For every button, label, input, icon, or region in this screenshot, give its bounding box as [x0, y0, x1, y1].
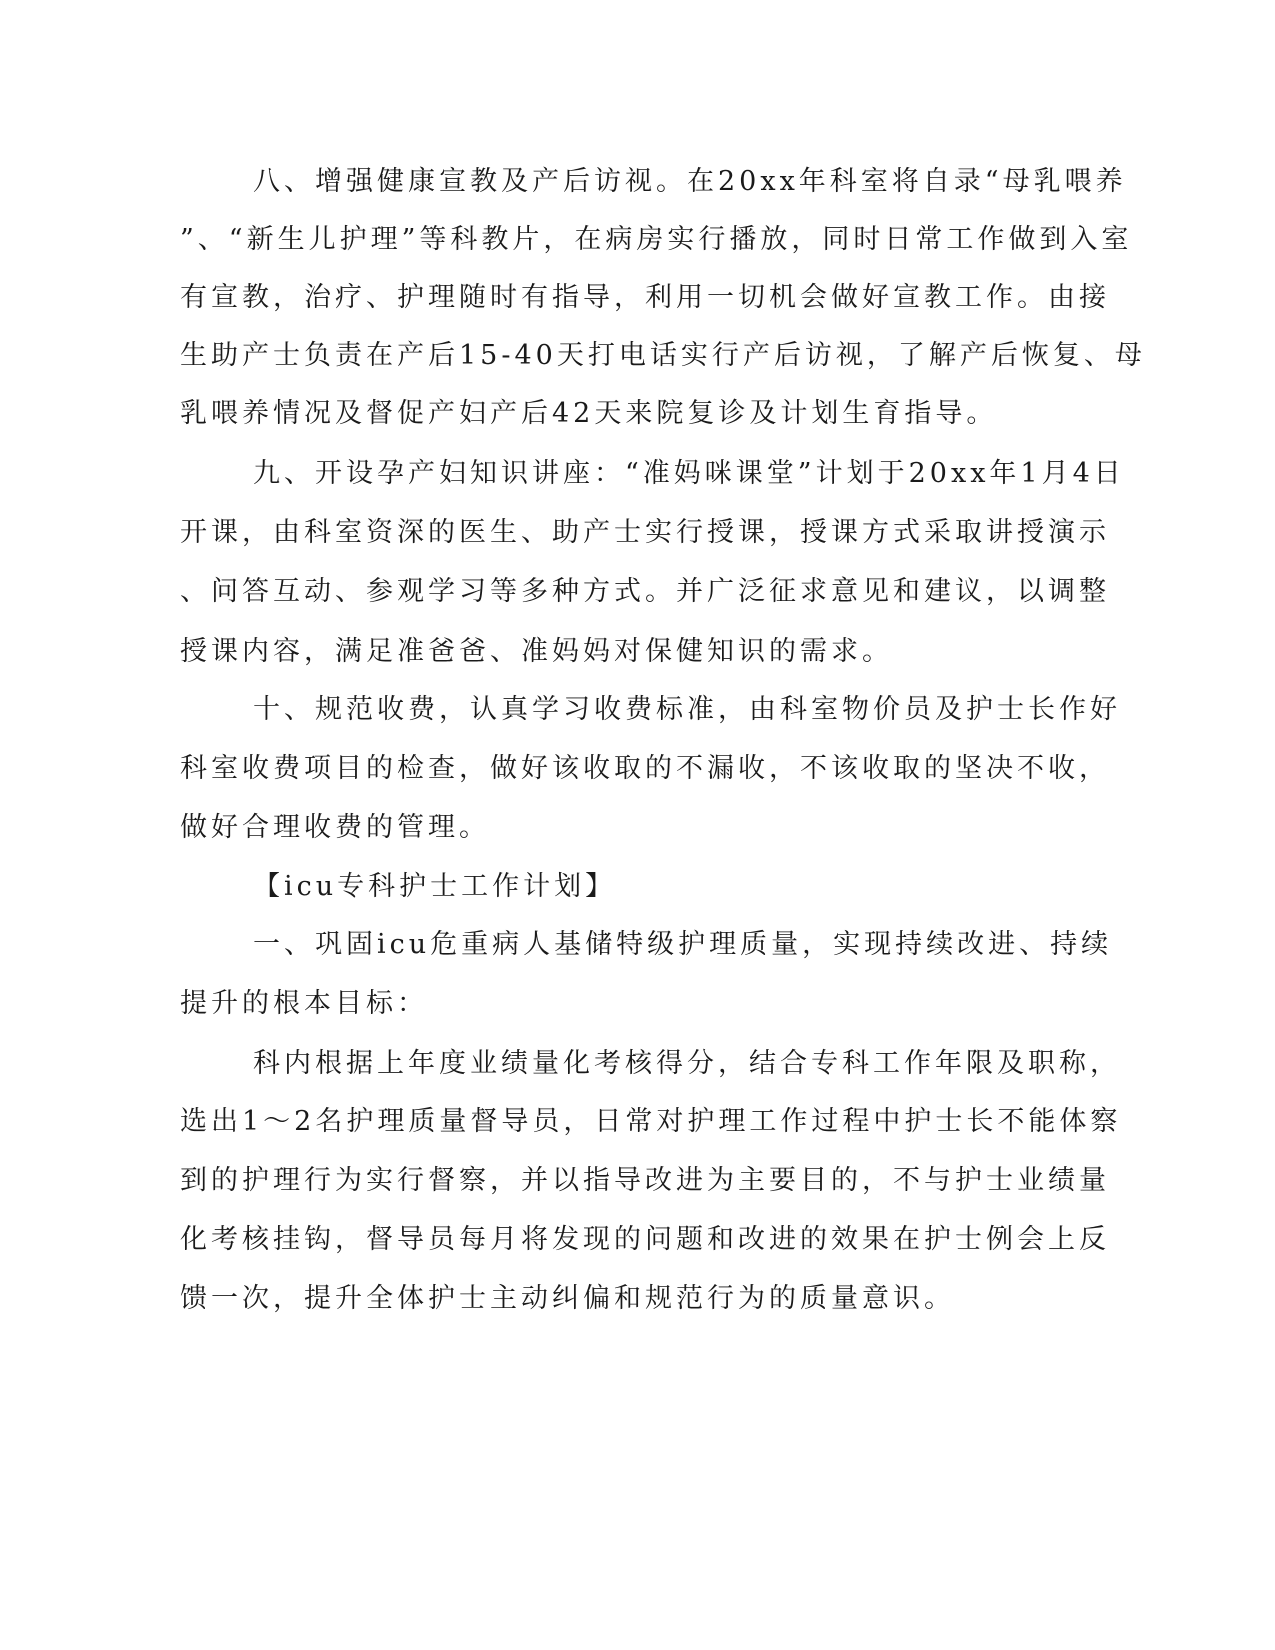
detail-paragraph-line-4: 化考核挂钩，督导员每月将发现的问题和改进的效果在护士例会上反	[180, 1224, 1110, 1255]
section-heading: 【icu专科护士工作计划】	[253, 871, 617, 902]
detail-paragraph-line-5: 馈一次，提升全体护士主动纠偏和规范行为的质量意识。	[180, 1283, 955, 1314]
detail-paragraph-line-3: 到的护理行为实行督察，并以指导改进为主要目的，不与护士业绩量	[180, 1165, 1110, 1196]
paragraph-9-line-4: 授课内容，满足准爸爸、准妈妈对保健知识的需求。	[180, 636, 893, 667]
paragraph-9-line-3: 、问答互动、参观学习等多种方式。并广泛征求意见和建议，以调整	[180, 576, 1110, 607]
paragraph-8-line-2: ”、“新生儿护理”等科教片，在病房实行播放，同时日常工作做到入室	[180, 224, 1133, 255]
paragraph-10-line-1: 十、规范收费，认真学习收费标准，由科室物价员及护士长作好	[253, 694, 1121, 725]
paragraph-10-line-2: 科室收费项目的检查，做好该收取的不漏收，不该收取的坚决不收，	[180, 753, 1110, 784]
item-1-line-2: 提升的根本目标：	[180, 988, 428, 1019]
paragraph-8-line-1: 八、增强健康宣教及产后访视。在20xx年科室将自录“母乳喂养	[253, 166, 1127, 197]
paragraph-8-line-3: 有宣教，治疗、护理随时有指导，利用一切机会做好宣教工作。由接	[180, 282, 1110, 313]
item-1-line-1: 一、巩固icu危重病人基储特级护理质量，实现持续改进、持续	[253, 929, 1113, 960]
paragraph-9-line-1: 九、开设孕产妇知识讲座：“准妈咪课堂”计划于20xx年1月4日	[253, 458, 1125, 489]
detail-paragraph-line-2: 选出1～2名护理质量督导员，日常对护理工作过程中护士长不能体察	[180, 1106, 1122, 1137]
paragraph-8-line-4: 生助产士负责在产后15-40天打电话实行产后访视，了解产后恢复、母	[180, 340, 1146, 371]
paragraph-9-line-2: 开课，由科室资深的医生、助产士实行授课，授课方式采取讲授演示	[180, 517, 1110, 548]
paragraph-8-line-5: 乳喂养情况及督促产妇产后42天来院复诊及计划生育指导。	[180, 398, 998, 429]
paragraph-10-line-3: 做好合理收费的管理。	[180, 812, 490, 843]
detail-paragraph-line-1: 科内根据上年度业绩量化考核得分，结合专科工作年限及职称，	[253, 1048, 1121, 1079]
